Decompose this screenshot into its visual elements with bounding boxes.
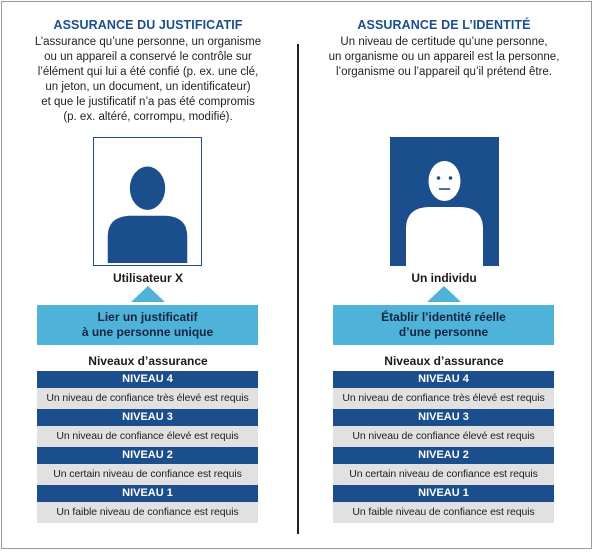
level-name: NIVEAU 1 [37, 485, 258, 502]
binding-box [37, 305, 258, 345]
level-name: NIVEAU 1 [333, 485, 554, 502]
level-description: Un faible niveau de confiance est requis [333, 502, 554, 523]
person-face-icon [390, 137, 499, 266]
level-description: Un certain niveau de confiance est requis [333, 464, 554, 485]
level-name: NIVEAU 3 [37, 409, 258, 426]
description-line: l’organisme ou l’appareil qu’il prétend être. [335, 66, 553, 78]
credential-assurance-title: ASSURANCE DU JUSTIFICATIF [53, 18, 243, 32]
subject-label: Utilisateur X [112, 271, 184, 285]
levels-title: Niveaux d’assurance [384, 354, 504, 368]
identity-assurance-title: ASSURANCE DE L’IDENTITÉ [357, 18, 531, 32]
assurance-levels-list [37, 371, 258, 523]
column-divider [297, 44, 299, 534]
binding-line: Lier un justificatif [97, 310, 198, 324]
assurance-levels-list [333, 371, 554, 523]
subject-label: Un individu [411, 271, 477, 285]
level-name: NIVEAU 4 [333, 371, 554, 388]
level-name: NIVEAU 2 [37, 447, 258, 464]
arrow-up-icon [427, 286, 461, 302]
description-line: un jeton, un document, un identificateur) [45, 81, 251, 93]
level-description: Un certain niveau de confiance est requis [37, 464, 258, 485]
person-silhouette-icon [94, 138, 201, 265]
arrow-up-icon [131, 286, 165, 302]
binding-line: d’une personne [398, 325, 489, 339]
level-name: NIVEAU 4 [37, 371, 258, 388]
level-description: Un niveau de confiance élevé est requis [37, 426, 258, 447]
level-name: NIVEAU 3 [333, 409, 554, 426]
description-line: et que le justificatif n’a pas été compromis [41, 96, 255, 108]
description-line: (p. ex. altéré, corrompu, modifié). [63, 111, 233, 123]
description-line: un organisme ou un appareil est la personne, [328, 51, 560, 63]
level-name: NIVEAU 2 [333, 447, 554, 464]
binding-line: Établir l’identité réelle [381, 310, 506, 324]
description-line: ou un appareil a conservé le contrôle sur [44, 51, 252, 63]
level-description: Un niveau de confiance élevé est requis [333, 426, 554, 447]
individual-portrait-frame [390, 137, 499, 266]
levels-title: Niveaux d’assurance [88, 354, 208, 368]
binding-line: à une personne unique [81, 325, 214, 339]
level-description: Un niveau de confiance très élevé est requis [37, 388, 258, 409]
level-description: Un niveau de confiance très élevé est requis [333, 388, 554, 409]
user-portrait-frame [93, 137, 202, 266]
identity-assurance-description [304, 35, 584, 80]
credential-assurance-description [8, 35, 288, 125]
description-line: L’assurance qu’une personne, un organisme [34, 36, 262, 48]
level-description: Un faible niveau de confiance est requis [37, 502, 258, 523]
description-line: Un niveau de certitude qu’une personne, [340, 36, 548, 48]
binding-box [333, 305, 554, 345]
description-line: l’élément qui lui a été confié (p. ex. une clé, [37, 66, 259, 78]
